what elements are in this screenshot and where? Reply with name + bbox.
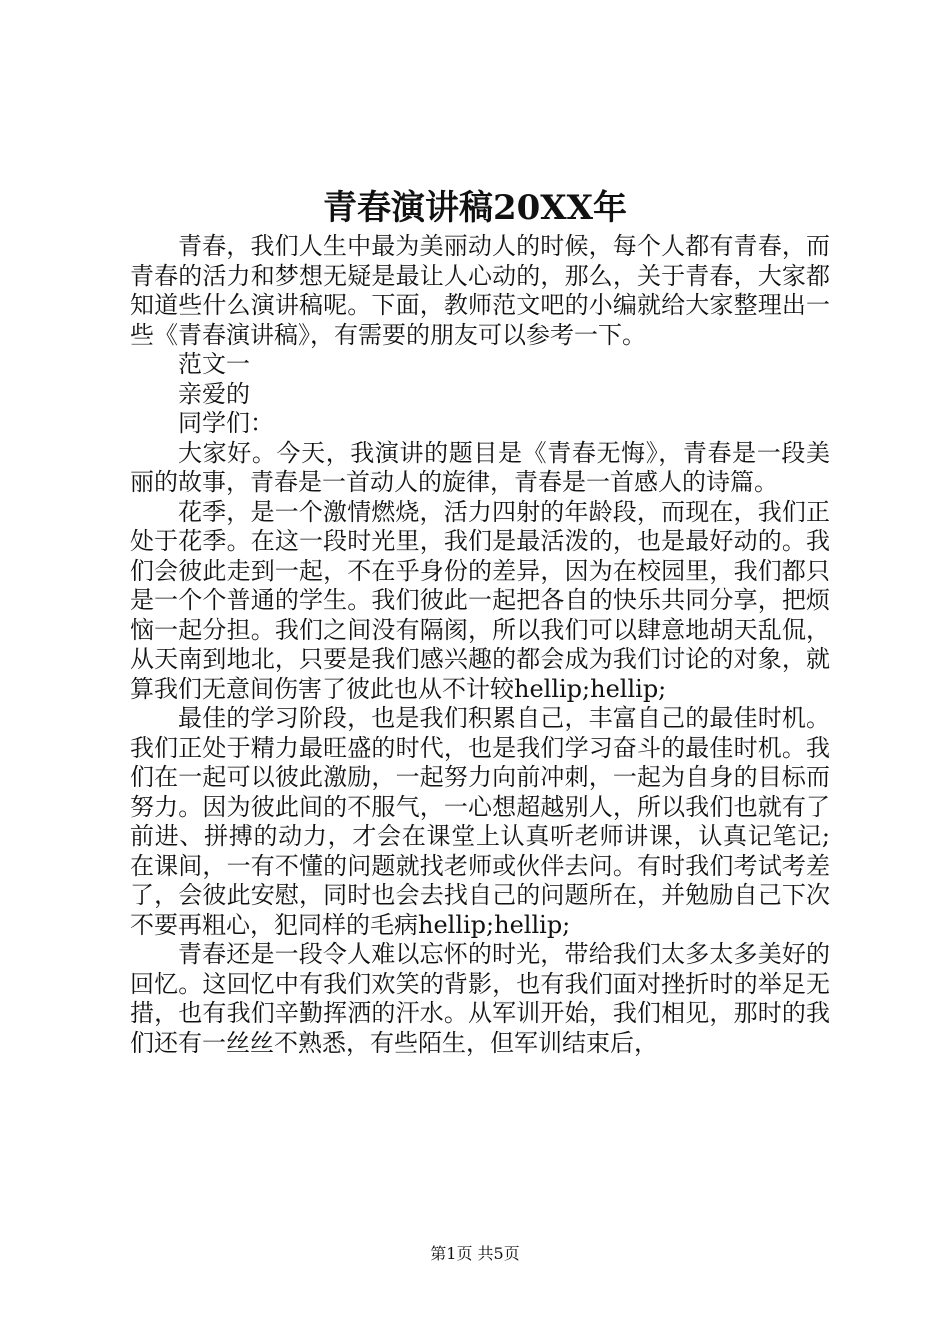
- paragraph-intro: 青春，我们人生中最为美丽动人的时候，每个人都有青春，而青春的活力和梦想无疑是最让人心动的，那么，关于青春，大家都知道些什么演讲稿呢。下面，教师范文吧的小编就给大家整理出一些《青春演讲稿》，有需要的朋友可以参考一下。: [130, 232, 830, 349]
- paragraph-memories: 青春还是一段令人难以忘怀的时光，带给我们太多太多美好的回忆。这回忆中有我们欢笑的背影，也有我们面对挫折时的举足无措，也有我们辛勤挥洒的汗水。从军训开始，我们相见，那时的我们还有一丝丝不熟悉，有些陌生，但军训结束后，: [130, 940, 830, 1057]
- page-footer: 第1页 共5页: [430, 1244, 520, 1263]
- paragraph-study-stage: 最佳的学习阶段，也是我们积累自己，丰富自己的最佳时机。我们正处于精力最旺盛的时代，也是我们学习奋斗的最佳时机。我们在一起可以彼此激励，一起努力向前冲刺，一起为自身的目标而努力。因为彼此间的不服气，一心想超越别人，所以我们也就有了前进、拼搏的动力，才会在课堂上认真听老师讲课，认真记笔记;在课间，一有不懂的问题就找老师或伙伴去问。有时我们考试考差了，会彼此安慰，同时也会去找自己的问题所在，并勉励自己下次不要再粗心，犯同样的毛病hellip;hellip;: [130, 704, 830, 939]
- paragraph-salutation-2: 同学们：: [178, 409, 274, 437]
- paragraph-greeting: 大家好。今天，我演讲的题目是《青春无悔》，青春是一段美丽的故事，青春是一首动人的旋律，青春是一首感人的诗篇。: [130, 438, 830, 496]
- paragraph-salutation-1: 亲爱的: [178, 379, 250, 408]
- paragraph-sample-label: 范文一: [178, 350, 250, 378]
- document-title: 青春演讲稿20XX年: [322, 188, 628, 228]
- document-body: [130, 232, 830, 1058]
- paragraph-flower-season: 花季，是一个激情燃烧，活力四射的年龄段，而现在，我们正处于花季。在这一段时光里，我们是最活泼的，也是最好动的。我们会彼此走到一起，不在乎身份的差异，因为在校园里，我们都只是一个个普通的学生。我们彼此一起把各自的快乐共同分享，把烦恼一起分担。我们之间没有隔阂，所以我们可以肆意地胡天乱侃，从天南到地北，只要是我们感兴趣的都会成为我们讨论的对象，就算我们无意间伤害了彼此也从不计较hellip;hellip;: [130, 497, 830, 703]
